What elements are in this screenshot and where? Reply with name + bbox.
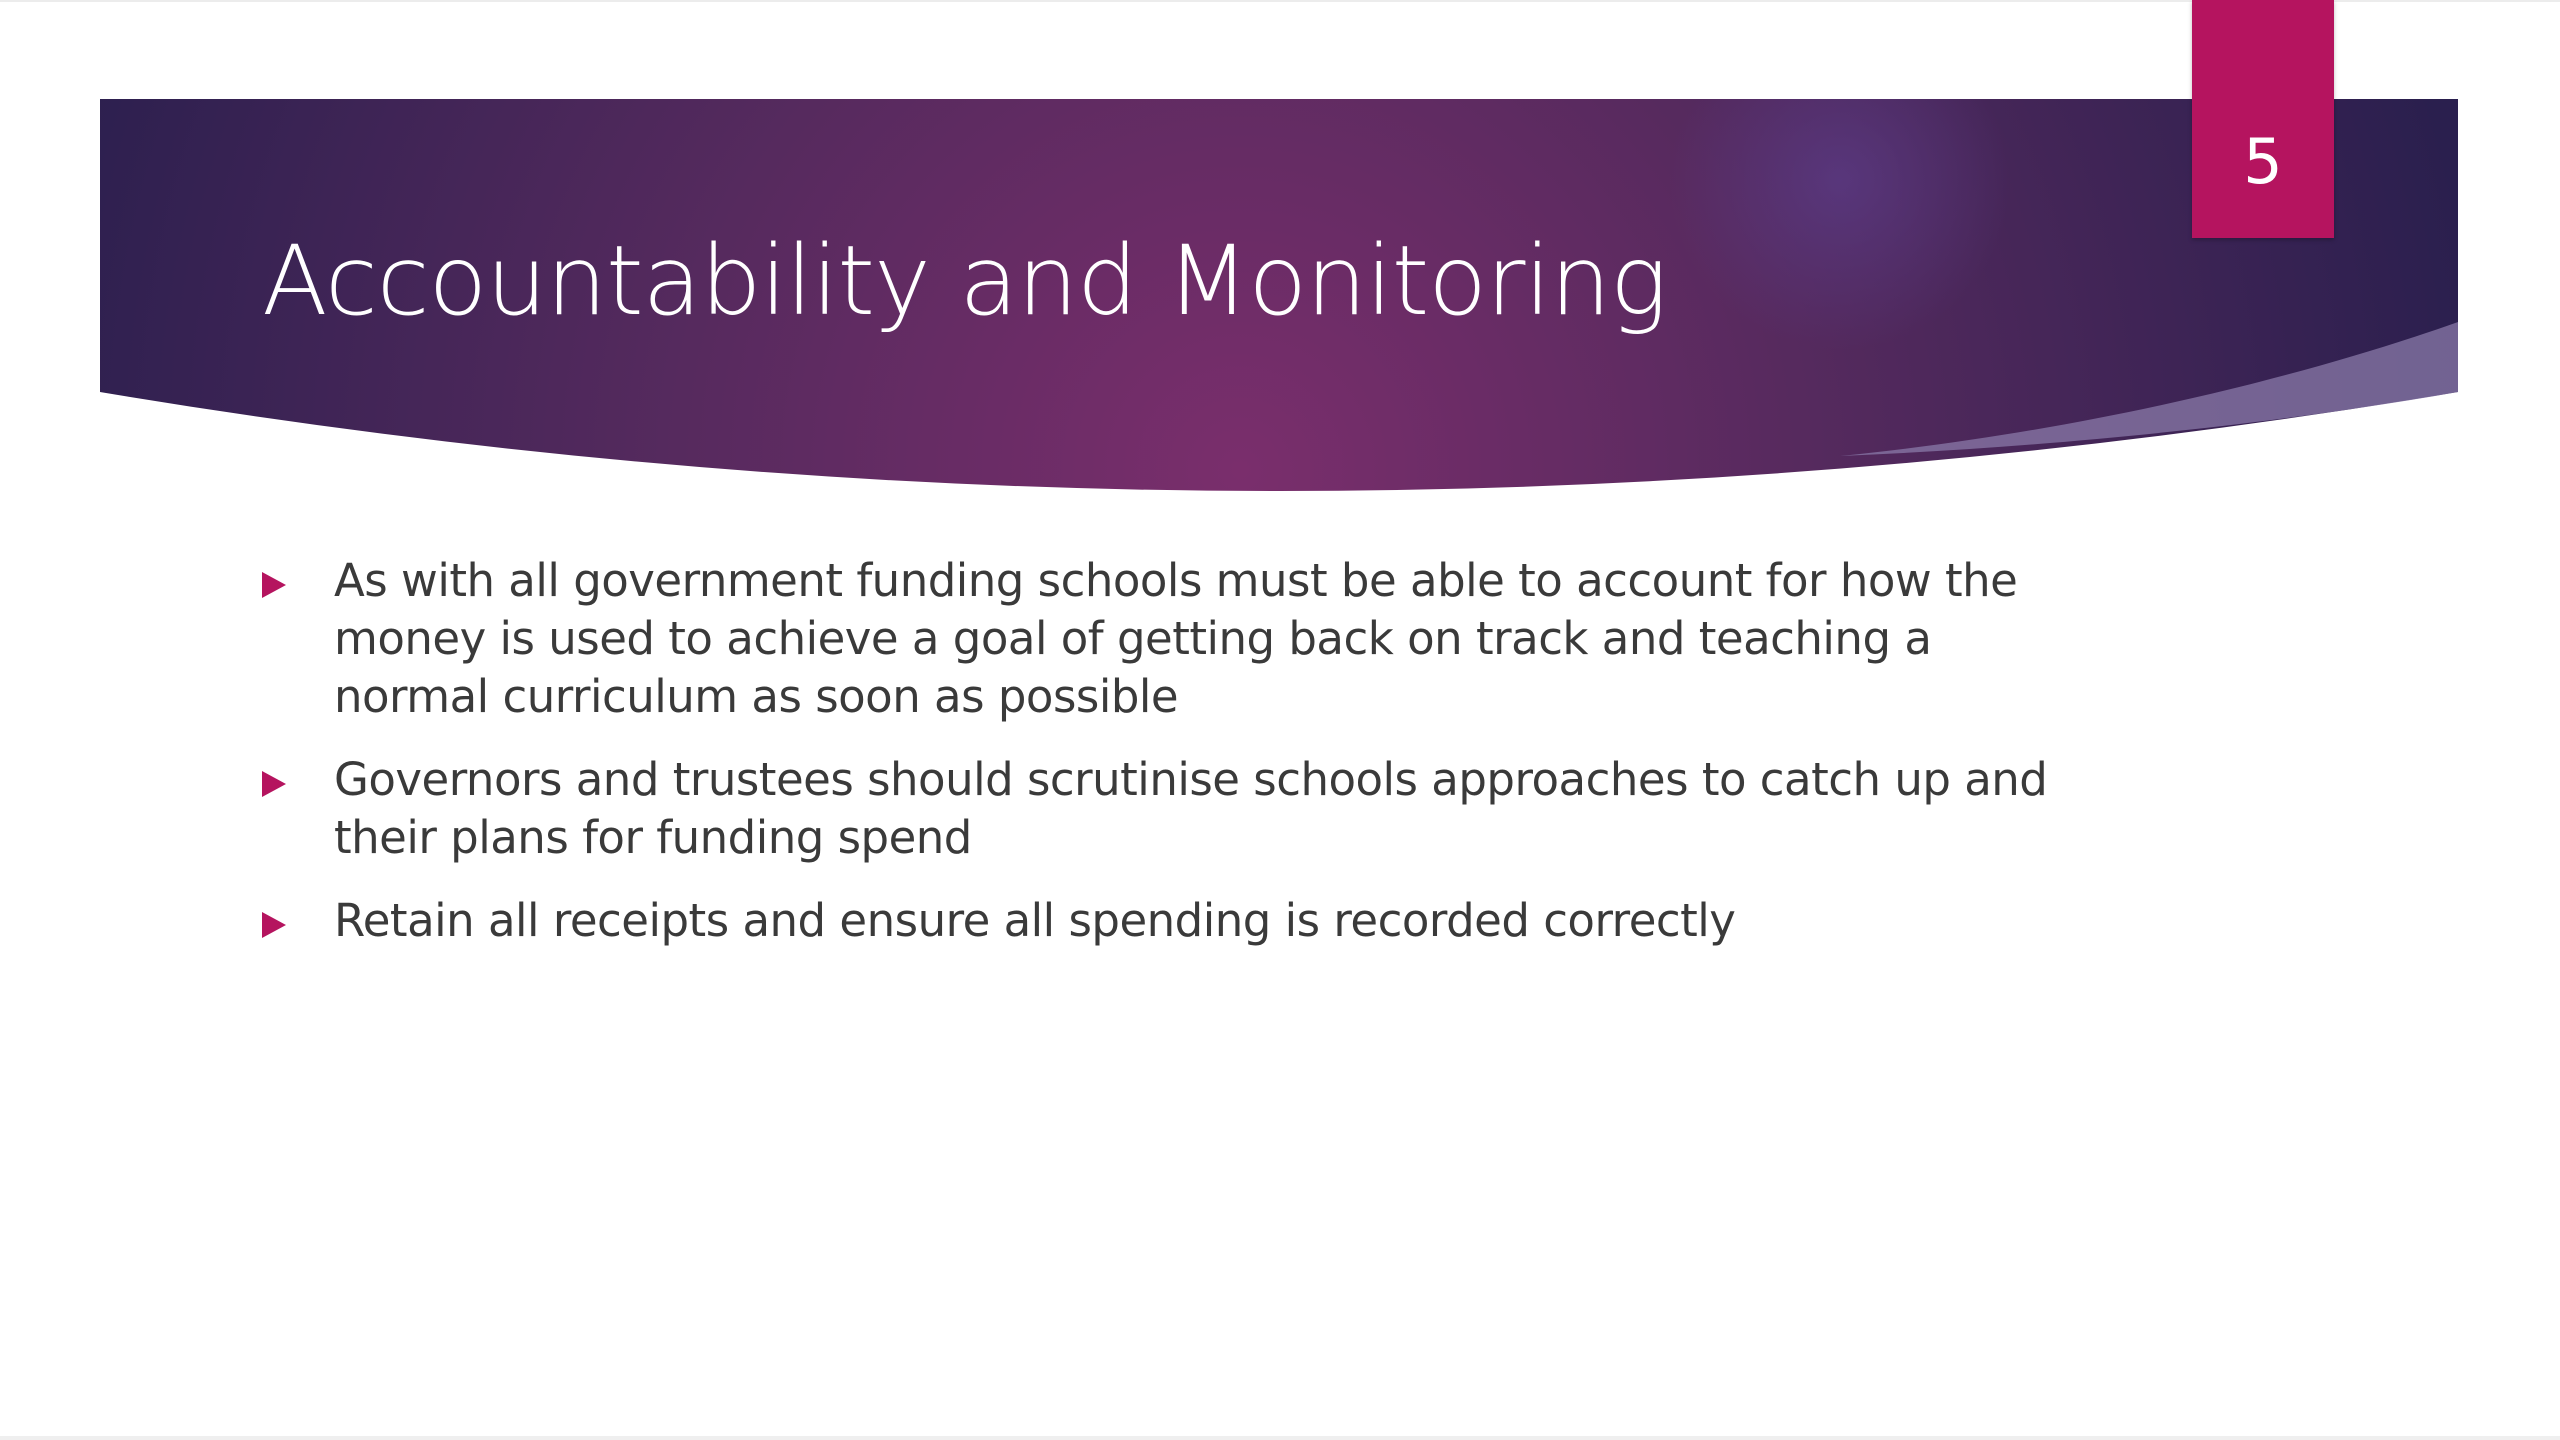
list-item	[262, 552, 2062, 726]
triangle-right-icon	[262, 771, 286, 797]
bottom-divider	[0, 1436, 2560, 1440]
bullet-text: Retain all receipts and ensure all spending is recorded correctly	[334, 894, 1736, 947]
slide-title: Accountability and Monitoring	[262, 225, 1667, 337]
bullet-text: As with all government funding schools must be able to account for how the money is used to achieve a goal of getting back on track and teaching a normal curriculum as soon as possible	[334, 554, 2018, 723]
page-number: 5	[2243, 125, 2283, 198]
list-item	[262, 892, 2062, 950]
triangle-right-icon	[262, 912, 286, 938]
bullet-text: Governors and trustees should scrutinise schools approaches to catch up and their plans for funding spend	[334, 753, 2048, 864]
list-item	[262, 751, 2062, 867]
triangle-right-icon	[262, 572, 286, 598]
bullet-list	[262, 552, 2062, 975]
page-number-tag	[2192, 0, 2334, 238]
